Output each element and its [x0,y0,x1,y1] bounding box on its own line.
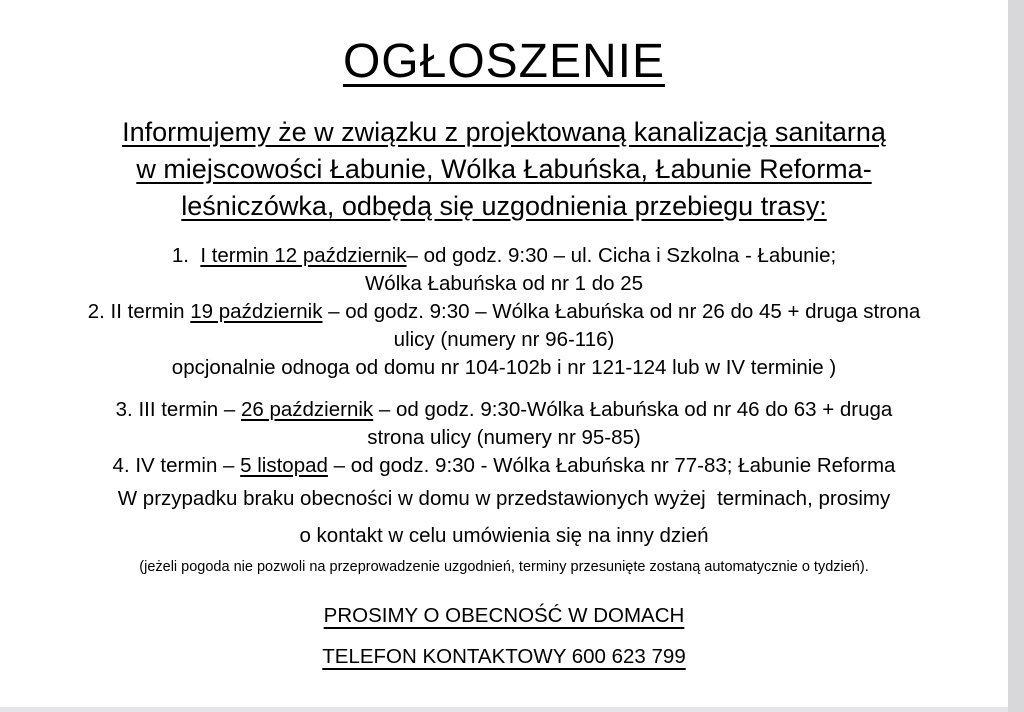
term-3-line-2: strona ulicy (numery nr 95-85) [367,426,641,449]
right-gutter [1008,0,1024,712]
term-2-line-1: 2. II termin 19 październik – od godz. 9:30 – Wólka Łabuńska od nr 26 do 45 + druga strona [87,300,921,323]
weather-note: (jeżeli pogoda nie pozwoli na przeprowadzenie uzgodnień, terminy przesunięte zostaną automatycznie o tydzień). [139,559,869,575]
term-4-line-1: 4. IV termin – 5 listopad – od godz. 9:30 - Wólka Łabuńska nr 77-83; Łabunie Reforma [112,454,896,477]
bottom-gutter [0,707,1008,712]
intro-line-2: w miejscowości Łabunie, Wólka Łabuńska, Łabunie Reforma- [136,154,872,184]
contact-phone-line: TELEFON KONTAKTOWY 600 623 799 [322,645,686,668]
term-2-line-2: ulicy (numery nr 96-116) [393,328,615,351]
term-1-line-2: Wólka Łabuńska od nr 1 do 25 [364,272,644,295]
page-title-text: OGŁOSZENIE [342,35,666,88]
term-2-line-3: opcjonalnie odnoga od domu nr 104-102b i nr 121-124 lub w IV terminie ) [171,356,837,379]
list-item-term-4 [0,452,1008,480]
closing-line-2: o kontakt w celu umówienia się na inny dzień [299,524,709,547]
term-3-line-1: 3. III termin – 26 październik – od godz. 9:30-Wólka Łabuńska od nr 46 do 63 + druga [115,398,893,421]
list-item-term-1 [0,242,1008,298]
intro-paragraph [0,114,1008,225]
presence-request-line: PROSIMY O OBECNOŚĆ W DOMACH [323,604,685,627]
intro-line-1: Informujemy że w związku z projektowaną kanalizacją sanitarną [122,117,886,147]
list-item-term-3 [0,396,1008,452]
list-item-term-2 [0,298,1008,382]
closing-paragraph [0,485,1008,550]
schedule-list [0,242,1008,480]
intro-line-3: leśniczówka, odbędą się uzgodnienia przebiegu trasy: [181,191,827,221]
closing-line-1: W przypadku braku obecności w domu w przedstawionych wyżej terminach, prosimy [117,487,891,510]
term-1-line-1: 1. I termin 12 październik– od godz. 9:30 – ul. Cicha i Szkolna - Łabunie; [171,244,837,267]
page-title [0,34,1008,90]
